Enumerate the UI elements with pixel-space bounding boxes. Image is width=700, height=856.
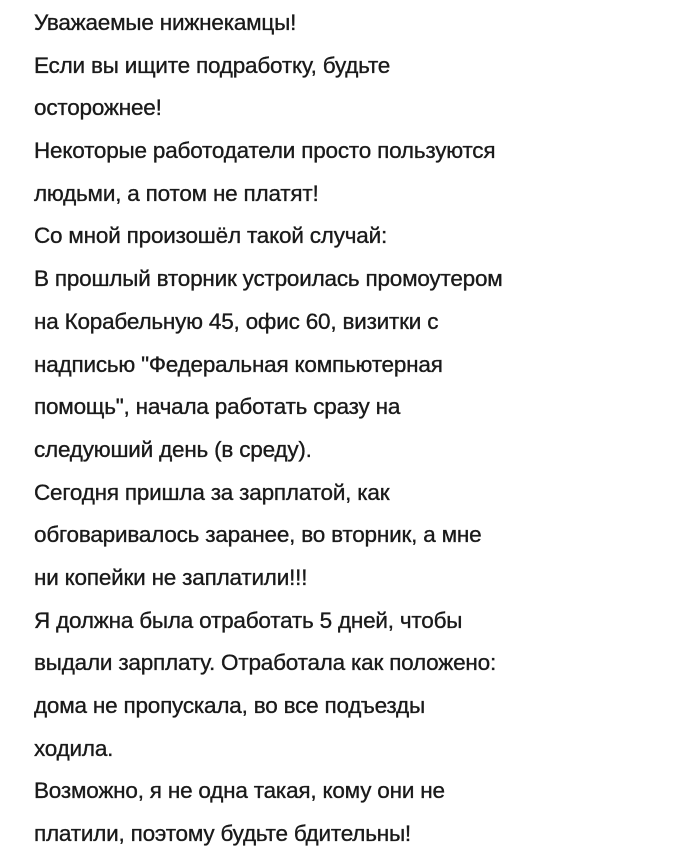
text-line: Со мной произошёл такой случай: [34,223,388,249]
text-line: Если вы ищите подработку, будьте [34,52,391,78]
text-line: людьми, а потом не платят! [34,180,319,206]
text-line: обговаривалось заранее, во вторник, а мне [34,522,482,548]
text-line: В прошлый вторник устроилась промоутером [34,266,503,292]
text-line: Сегодня пришла за зарплатой, как [34,479,390,505]
text-line: ни копейки не заплатили!!! [34,564,308,590]
text-line: Уважаемые нижнекамцы! [34,10,297,35]
text-line: осторожнее! [34,95,162,121]
text-line: платили, поэтому будьте бдительны! [34,821,411,847]
text-line: ходила. [34,735,114,761]
text-line: Я должна была отработать 5 дней, чтобы [34,607,463,633]
text-line: выдали зарплату. Отработала как положено: [34,650,496,676]
text-line: дома не пропускала, во все подъезды [34,693,425,718]
post-text [34,0,674,856]
text-line: помощь", начала работать сразу на [34,394,401,420]
text-line: следуюший день (в среду). [34,436,312,462]
text-line: Некоторые работодатели просто пользуются [34,138,496,164]
text-line: надписью "Федеральная компьютерная [34,351,443,377]
text-line: Возможно, я не одна такая, кому они не [34,778,445,804]
text-line: на Корабельную 45, офис 60, визитки с [34,308,439,334]
